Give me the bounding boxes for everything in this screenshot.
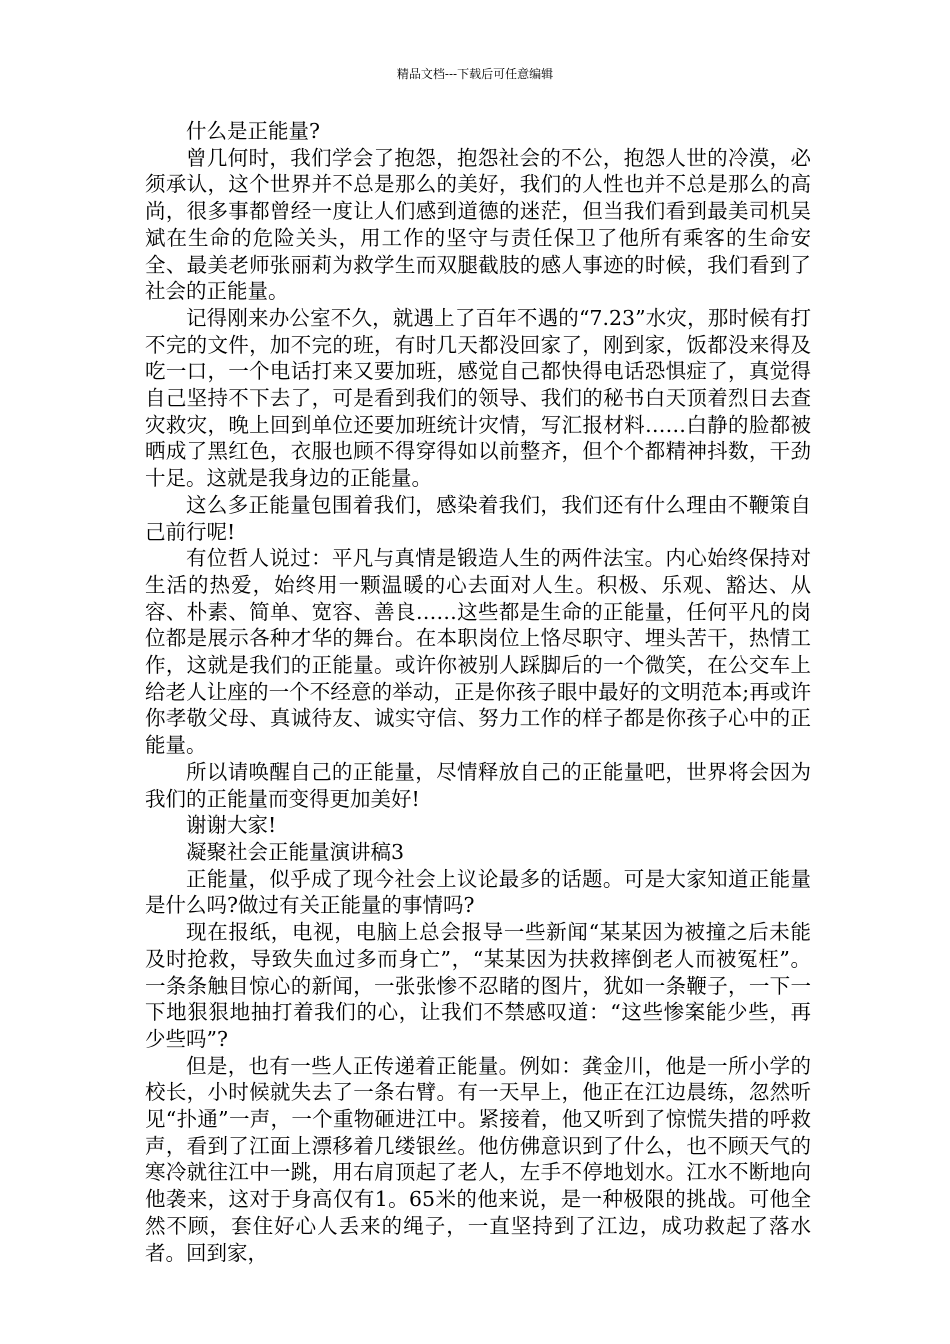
- paragraph: 正能量，似乎成了现今社会上议论最多的话题。可是大家知道正能量是什么吗?做过有关正能量的事情吗?: [145, 866, 811, 918]
- page-header: 精品文档---下载后可任意编辑: [396, 67, 554, 81]
- paragraph: 什么是正能量?: [186, 119, 320, 143]
- document-body: [145, 118, 811, 1266]
- section-title: 凝聚社会正能量演讲稿3: [186, 839, 405, 864]
- paragraph: 谢谢大家!: [186, 813, 277, 838]
- paragraph: 现在报纸，电视，电脑上总会报导一些新闻“某某因为被撞之后未能及时抢救，导致失血过多而身亡”，“某某因为扶救摔倒老人而被冤枉”。一条条触目惊心的新闻，一张张惨不忍睹的图片，犹如一条鞭子，一下一下地狠狠地抽打着我们的心，让我们不禁感叹道：“这些惨案能少些，再少些吗”?: [145, 920, 811, 1051]
- paragraph: 但是，也有一些人正传递着正能量。例如：龚金川，他是一所小学的校长，小时候就失去了一条右臂。有一天早上，他正在江边晨练，忽然听见“扑通”一声，一个重物砸进江中。紧接着，他又听到了惊慌失措的呼救声，看到了江面上漂移着几缕银丝。他仿佛意识到了什么，也不顾天气的寒冷就往江中一跳，用右肩顶起了老人，左手不停地划水。江水不断地向他袭来，这对于身高仅有1。65米的他来说，是一种极限的挑战。可他全然不顾，套住好心人丢来的绳子，一直坚持到了江边，成功救起了落水者。回到家，: [145, 1053, 811, 1265]
- paragraph: 这么多正能量包围着我们，感染着我们，我们还有什么理由不鞭策自己前行呢!: [145, 492, 811, 544]
- paragraph: 所以请唤醒自己的正能量，尽情释放自己的正能量吧，世界将会因为我们的正能量而变得更加美好!: [145, 759, 811, 811]
- paragraph: 记得刚来办公室不久，就遇上了百年不遇的“7.23”水灾，那时候有打不完的文件，加不完的班，有时几天都没回家了，刚到家，饭都没来得及吃一口，一个电话打来又要加班，感觉自己都快得电话恐惧症了，真觉得自己坚持不下去了，可是看到我们的领导、我们的秘书白天顶着烈日去查灾救灾，晚上回到单位还要加班统计灾情，写汇报材料……白静的脸都被晒成了黑红色，衣服也顾不得穿得如以前整齐，但个个都精神抖数，干劲十足。这就是我身边的正能量。: [145, 305, 811, 491]
- paragraph: 曾几何时，我们学会了抱怨，抱怨社会的不公，抱怨人世的冷漠，必须承认，这个世界并不总是那么的美好，我们的人性也并不总是那么的高尚，很多事都曾经一度让人们感到道德的迷茫，但当我们看到最美司机吴斌在生命的危险关头，用工作的坚守与责任保卫了他所有乘客的生命安全、最美老师张丽莉为救学生而双腿截肢的感人事迹的时候，我们看到了社会的正能量。: [145, 145, 811, 304]
- paragraph: 有位哲人说过：平凡与真情是锻造人生的两件法宝。内心始终保持对生活的热爱，始终用一颗温暖的心去面对人生。积极、乐观、豁达、从容、朴素、简单、宽容、善良……这些都是生命的正能量，任何平凡的岗位都是展示各种才华的舞台。在本职岗位上恪尽职守、埋头苦干，热情工作，这就是我们的正能量。或许你被别人踩脚后的一个微笑，在公交车上给老人让座的一个不经意的举动，正是你孩子眼中最好的文明范本;再或许你孝敬父母、真诚待友、诚实守信、努力工作的样子都是你孩子心中的正能量。: [145, 546, 811, 758]
